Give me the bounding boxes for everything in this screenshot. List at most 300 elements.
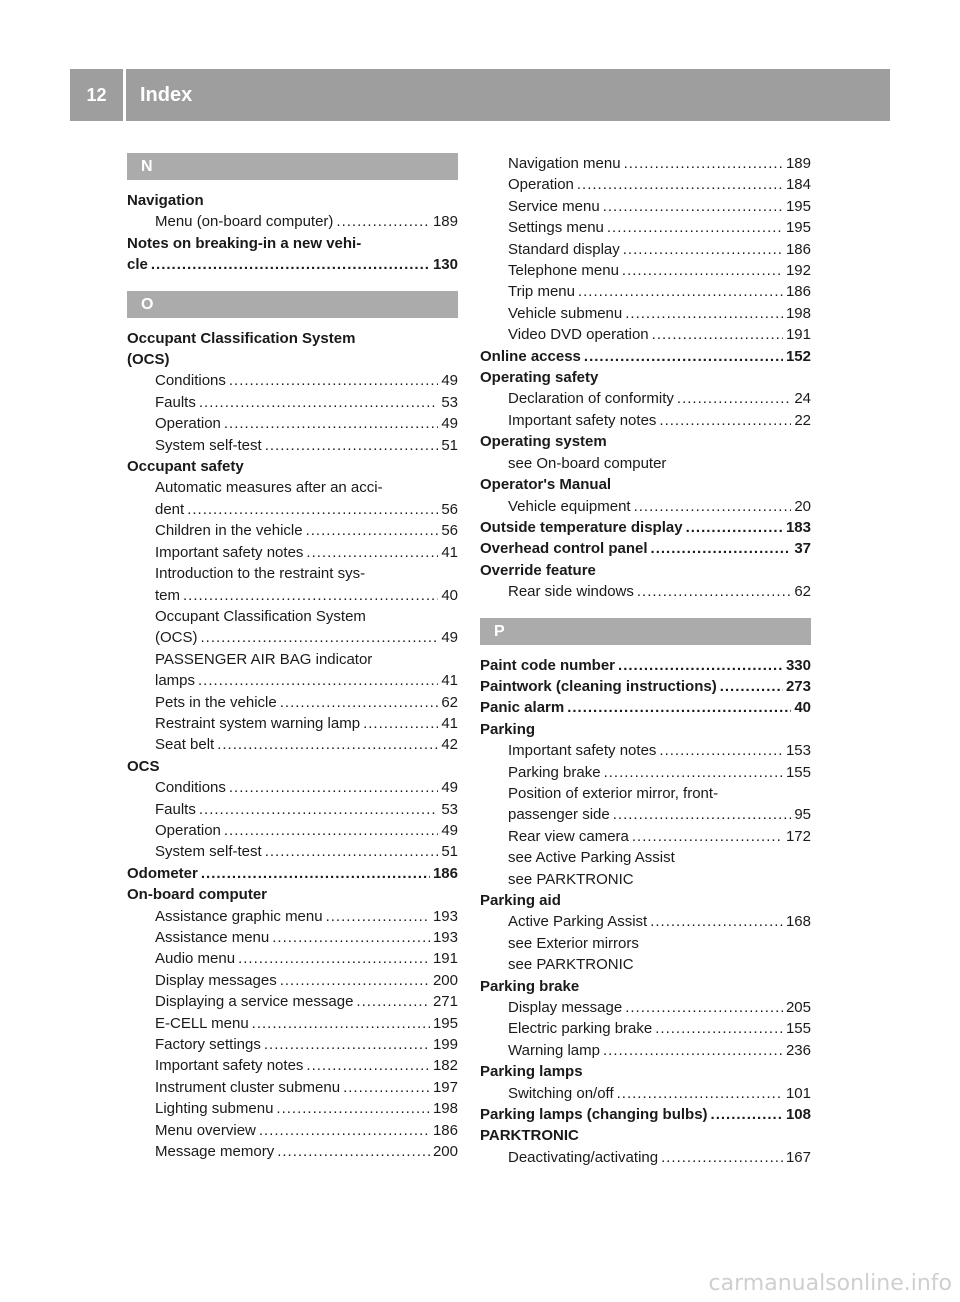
dot-leader [650, 911, 783, 932]
entry-text: lamps [155, 672, 196, 690]
page-reference[interactable]: 51 [441, 436, 458, 454]
dot-leader [720, 676, 783, 697]
page-reference[interactable]: 130 [432, 256, 458, 274]
entry-text: Important safety notes [155, 1057, 304, 1075]
entry-text: Lighting submenu [155, 1100, 274, 1118]
entry-text: Paintwork (cleaning instructions) [480, 677, 717, 695]
page-reference[interactable]: 193 [432, 929, 458, 946]
entry-text: Occupant safety [127, 458, 244, 476]
index-subentry [480, 496, 811, 517]
page-reference[interactable]: 152 [785, 347, 811, 365]
entry-text: Warning lamp [508, 1041, 600, 1059]
index-subentry [127, 1120, 458, 1141]
dot-leader [617, 1083, 783, 1104]
dot-leader [651, 538, 792, 559]
entry-text: Display message [508, 999, 623, 1017]
entry-text: see Exterior mirrors [508, 934, 639, 952]
page-reference[interactable]: 51 [441, 843, 458, 861]
dot-leader [229, 370, 438, 391]
dot-leader [336, 211, 430, 232]
dot-leader [199, 392, 438, 413]
index-line [155, 948, 458, 969]
entry-text: OCS [127, 757, 160, 775]
entry-text: see PARKTRONIC [508, 870, 634, 888]
dot-leader [578, 281, 783, 302]
index-line [508, 196, 811, 217]
index-entry [480, 655, 811, 676]
entry-text: Parking brake [480, 977, 580, 995]
index-line [155, 520, 458, 541]
page-reference[interactable]: 186 [785, 240, 811, 258]
page-title: Index [140, 83, 193, 106]
index-line [155, 542, 458, 563]
index-line [508, 217, 811, 238]
page-reference[interactable]: 49 [441, 629, 458, 647]
index-subentry [480, 740, 811, 761]
entry-text: Telephone menu [508, 262, 619, 280]
page-reference[interactable]: 189 [432, 213, 458, 231]
index-subentry [480, 847, 811, 868]
index-line [155, 991, 458, 1012]
entry-text: Vehicle equipment [508, 497, 631, 515]
entry-text: see On-board computer [508, 454, 667, 472]
index-line [155, 606, 458, 627]
index-line [480, 676, 811, 697]
index-subentry [480, 869, 811, 890]
page-reference[interactable]: 195 [432, 1014, 458, 1032]
index-line [508, 1083, 811, 1104]
entry-text: dent [155, 500, 185, 518]
index-subentry [480, 911, 811, 932]
index-line [155, 563, 458, 584]
dot-leader [577, 174, 783, 195]
index-subentry [127, 1077, 458, 1098]
index-line [480, 719, 811, 740]
page-reference[interactable]: 189 [785, 155, 811, 172]
index-subentry [127, 1034, 458, 1055]
page-reference[interactable]: 168 [785, 913, 811, 931]
dot-leader [603, 196, 783, 217]
entry-text: Menu overview [155, 1121, 256, 1139]
index-entry [480, 517, 811, 538]
page-reference[interactable]: 56 [441, 500, 458, 518]
entry-text: E-CELL menu [155, 1014, 249, 1032]
index-subentry [127, 370, 458, 391]
dot-leader [623, 239, 783, 260]
entry-text: Online access [480, 347, 581, 365]
dot-leader [259, 1120, 430, 1141]
page-reference[interactable]: 195 [785, 197, 811, 215]
index-line [508, 303, 811, 324]
index-subentry [480, 303, 811, 324]
entry-text: see PARKTRONIC [508, 956, 634, 974]
dot-leader [655, 1018, 783, 1039]
index-line [155, 499, 458, 520]
index-line [155, 392, 458, 413]
entry-text: Notes on breaking-in a new vehi- [127, 234, 362, 252]
page-reference[interactable]: 193 [432, 907, 458, 925]
entry-text: Operator's Manual [480, 476, 612, 494]
index-line [508, 762, 811, 783]
entry-text: see Active Parking Assist [508, 849, 675, 867]
index-subentry [127, 542, 458, 563]
entry-text: Conditions [155, 779, 226, 797]
index-entry [480, 1104, 811, 1125]
index-subentry [127, 211, 458, 232]
dot-leader [637, 581, 791, 602]
entry-text: Parking lamps [480, 1063, 583, 1081]
index-subentry [127, 734, 458, 755]
entry-text: (OCS) [127, 351, 170, 369]
index-subentry [127, 1055, 458, 1076]
dot-leader [277, 1141, 430, 1162]
entry-text: Instrument cluster submenu [155, 1078, 341, 1096]
entry-text: Declaration of conformity [508, 390, 674, 408]
index-subentry [480, 1040, 811, 1061]
index-line [127, 233, 458, 254]
page-reference[interactable]: 41 [441, 714, 458, 732]
index-line [508, 1040, 811, 1061]
index-line [508, 1018, 811, 1039]
page-reference[interactable]: 155 [785, 1020, 811, 1038]
index-line [508, 954, 811, 975]
page-reference[interactable]: 186 [785, 283, 811, 301]
page-reference[interactable]: 191 [785, 326, 811, 344]
index-subentry [480, 388, 811, 409]
dot-leader [306, 542, 438, 563]
dot-leader [356, 991, 430, 1012]
index-entry [127, 328, 458, 371]
page-reference[interactable]: 205 [785, 999, 811, 1017]
dot-leader [201, 863, 430, 884]
entry-text: Conditions [155, 372, 226, 390]
page-reference[interactable]: 53 [441, 800, 458, 818]
entry-text: Rear side windows [508, 583, 634, 601]
dot-leader [229, 777, 438, 798]
index-line [508, 826, 811, 847]
index-line [127, 456, 458, 477]
dot-leader [252, 1013, 430, 1034]
entry-text: Parking [480, 720, 536, 738]
page-reference[interactable]: 236 [785, 1041, 811, 1059]
page-reference[interactable]: 56 [441, 522, 458, 540]
page-reference[interactable]: 62 [794, 583, 811, 601]
index-subentry [480, 933, 811, 954]
dot-leader [264, 1034, 430, 1055]
index-line [508, 869, 811, 890]
dot-leader [217, 734, 438, 755]
dot-leader [238, 948, 430, 969]
entry-text: Assistance menu [155, 929, 270, 946]
index-subentry [127, 991, 458, 1012]
page-reference[interactable]: 172 [785, 827, 811, 845]
dot-leader [632, 826, 783, 847]
dot-leader [343, 1077, 430, 1098]
page-reference[interactable]: 186 [432, 1121, 458, 1139]
entry-text: Navigation menu [508, 155, 621, 172]
index-column-right [480, 153, 811, 1168]
page-reference[interactable]: 186 [432, 864, 458, 882]
index-line [508, 388, 811, 409]
page-reference[interactable]: 42 [441, 736, 458, 754]
index-line [508, 260, 811, 281]
page-reference[interactable]: 22 [794, 411, 811, 429]
dot-leader [280, 970, 430, 991]
page-reference[interactable]: 53 [441, 393, 458, 411]
page-reference[interactable]: 191 [432, 950, 458, 968]
dot-leader [199, 799, 438, 820]
index-line [508, 496, 811, 517]
index-line [508, 847, 811, 868]
dot-leader [224, 820, 438, 841]
index-line [508, 997, 811, 1018]
section-letter-bar: N [127, 153, 458, 180]
page-reference[interactable]: 20 [794, 497, 811, 515]
index-line [155, 1098, 458, 1119]
dot-leader [659, 410, 791, 431]
index-line [155, 627, 458, 648]
page-reference[interactable]: 40 [441, 586, 458, 604]
entry-text: Trip menu [508, 283, 575, 301]
entry-text: Menu (on-board computer) [155, 213, 334, 231]
entry-text: Faults [155, 393, 196, 411]
index-line [155, 799, 458, 820]
index-subentry [480, 174, 811, 195]
index-line [155, 649, 458, 670]
entry-text: PARKTRONIC [480, 1127, 579, 1145]
index-entry [127, 756, 458, 777]
index-subentry [480, 1018, 811, 1039]
page-reference[interactable]: 101 [785, 1084, 811, 1102]
page-reference[interactable]: 40 [794, 699, 811, 717]
index-subentry [127, 970, 458, 991]
index-column-left [127, 153, 458, 1162]
entry-text: cle [127, 256, 148, 274]
index-entry [480, 474, 811, 495]
index-line [155, 1013, 458, 1034]
index-line [155, 370, 458, 391]
index-subentry [127, 777, 458, 798]
index-entry [127, 884, 458, 905]
entry-text: Parking lamps (changing bulbs) [480, 1106, 708, 1124]
page-reference[interactable]: 330 [785, 656, 811, 674]
index-line [127, 190, 458, 211]
index-entry [480, 431, 811, 452]
dot-leader [265, 841, 439, 862]
dot-leader [326, 906, 430, 927]
index-line [155, 777, 458, 798]
entry-text: Video DVD operation [508, 326, 649, 344]
page-number: 12 [70, 69, 126, 121]
page-reference[interactable]: 49 [441, 372, 458, 390]
page-reference[interactable]: 197 [432, 1078, 458, 1096]
index-line [480, 697, 811, 718]
index-line [155, 670, 458, 691]
index-subentry [127, 713, 458, 734]
index-subentry [127, 520, 458, 541]
index-subentry [480, 153, 811, 174]
page-reference[interactable]: 62 [441, 693, 458, 711]
page-reference[interactable]: 49 [441, 779, 458, 797]
page-reference[interactable]: 41 [441, 672, 458, 690]
index-line [508, 153, 811, 174]
index-line [480, 890, 811, 911]
page-reference[interactable]: 182 [432, 1057, 458, 1075]
index-line [127, 863, 458, 884]
index-line [155, 841, 458, 862]
index-line [480, 1125, 811, 1146]
index-line [155, 927, 458, 948]
dot-leader [622, 260, 783, 281]
page-reference[interactable]: 199 [432, 1036, 458, 1054]
dot-leader [272, 927, 430, 948]
page-reference[interactable]: 200 [432, 971, 458, 989]
entry-text: On-board computer [127, 886, 268, 904]
page-reference[interactable]: 195 [785, 219, 811, 237]
index-entry [127, 233, 458, 276]
page-reference[interactable]: 273 [785, 677, 811, 695]
index-line [155, 435, 458, 456]
index-subentry [127, 435, 458, 456]
index-subentry [127, 927, 458, 948]
page-reference[interactable]: 153 [785, 742, 811, 760]
index-subentry [480, 196, 811, 217]
index-line [508, 453, 811, 474]
index-subentry [127, 477, 458, 520]
index-entry [480, 719, 811, 740]
page-reference[interactable]: 95 [794, 806, 811, 824]
entry-text: Active Parking Assist [508, 913, 648, 931]
index-line [127, 756, 458, 777]
dot-leader [280, 692, 439, 713]
index-subentry [480, 762, 811, 783]
page-reference[interactable]: 198 [432, 1100, 458, 1118]
page-reference[interactable]: 37 [794, 540, 811, 558]
entry-text: Position of exterior mirror, front- [508, 784, 719, 802]
entry-text: Rear view camera [508, 827, 629, 845]
index-line [508, 239, 811, 260]
dot-leader [201, 627, 439, 648]
entry-text: passenger side [508, 806, 610, 824]
dot-leader [625, 303, 783, 324]
page-reference[interactable]: 108 [785, 1106, 811, 1124]
index-line [155, 1120, 458, 1141]
dot-leader [607, 217, 783, 238]
index-line [155, 413, 458, 434]
index-subentry [127, 1141, 458, 1162]
index-subentry [480, 1083, 811, 1104]
index-entry [480, 1125, 811, 1146]
dot-leader [306, 1055, 430, 1076]
index-line [127, 349, 458, 370]
dot-leader [618, 655, 783, 676]
index-line [508, 1147, 811, 1168]
entry-text: Deactivating/activating [508, 1148, 659, 1166]
page-reference[interactable]: 198 [785, 304, 811, 322]
index-subentry [480, 453, 811, 474]
entry-text: Important safety notes [155, 543, 304, 561]
index-entry [480, 1061, 811, 1082]
page-reference[interactable]: 184 [785, 176, 811, 194]
page-reference[interactable]: 155 [785, 763, 811, 781]
index-line [508, 783, 811, 804]
page-reference[interactable]: 49 [441, 821, 458, 839]
index-line [508, 911, 811, 932]
index-subentry [480, 281, 811, 302]
index-line [127, 884, 458, 905]
page-reference[interactable]: 167 [785, 1148, 811, 1166]
index-line [508, 281, 811, 302]
index-line [508, 804, 811, 825]
index-subentry [127, 392, 458, 413]
index-line [508, 933, 811, 954]
index-subentry [480, 324, 811, 345]
index-line [480, 1061, 811, 1082]
index-subentry [480, 217, 811, 238]
entry-text: Switching on/off [508, 1084, 614, 1102]
page-reference[interactable]: 200 [432, 1143, 458, 1161]
index-line [155, 692, 458, 713]
dot-leader [604, 762, 783, 783]
dot-leader [151, 254, 430, 275]
entry-text: Important safety notes [508, 411, 657, 429]
entry-text: Occupant Classification System [127, 329, 356, 347]
index-subentry [127, 563, 458, 606]
index-line [480, 976, 811, 997]
index-line [508, 740, 811, 761]
entry-text: Factory settings [155, 1036, 261, 1054]
index-entry [480, 367, 811, 388]
entry-text: Electric parking brake [508, 1020, 653, 1038]
index-line [155, 1077, 458, 1098]
index-line [480, 474, 811, 495]
index-line [155, 970, 458, 991]
dot-leader [634, 496, 792, 517]
dot-leader [613, 804, 792, 825]
entry-text: Override feature [480, 561, 596, 579]
page-reference[interactable]: 41 [441, 543, 458, 561]
index-subentry [127, 841, 458, 862]
index-line [480, 431, 811, 452]
entry-text: Service menu [508, 197, 600, 215]
entry-text: Seat belt [155, 736, 215, 754]
index-line [480, 538, 811, 559]
dot-leader [711, 1104, 783, 1125]
entry-text: Panic alarm [480, 699, 565, 717]
page-reference[interactable]: 183 [785, 518, 811, 536]
page-header [70, 69, 890, 121]
index-line [127, 254, 458, 275]
index-entry [480, 538, 811, 559]
entry-text: Introduction to the restraint sys- [155, 565, 366, 583]
page-reference[interactable]: 271 [432, 993, 458, 1011]
entry-text: Paint code number [480, 656, 616, 674]
entry-text: Faults [155, 800, 196, 818]
entry-text: PASSENGER AIR BAG indicator [155, 650, 373, 668]
entry-text: Automatic measures after an acci- [155, 479, 383, 497]
index-line [508, 174, 811, 195]
index-entry [480, 890, 811, 911]
index-line [155, 906, 458, 927]
dot-leader [187, 499, 438, 520]
index-line [155, 477, 458, 498]
index-subentry [480, 260, 811, 281]
page-reference[interactable]: 24 [794, 390, 811, 408]
page-reference[interactable]: 49 [441, 415, 458, 433]
entry-text: Outside temperature display [480, 518, 683, 536]
index-subentry [127, 1098, 458, 1119]
page-reference[interactable]: 192 [785, 262, 811, 280]
